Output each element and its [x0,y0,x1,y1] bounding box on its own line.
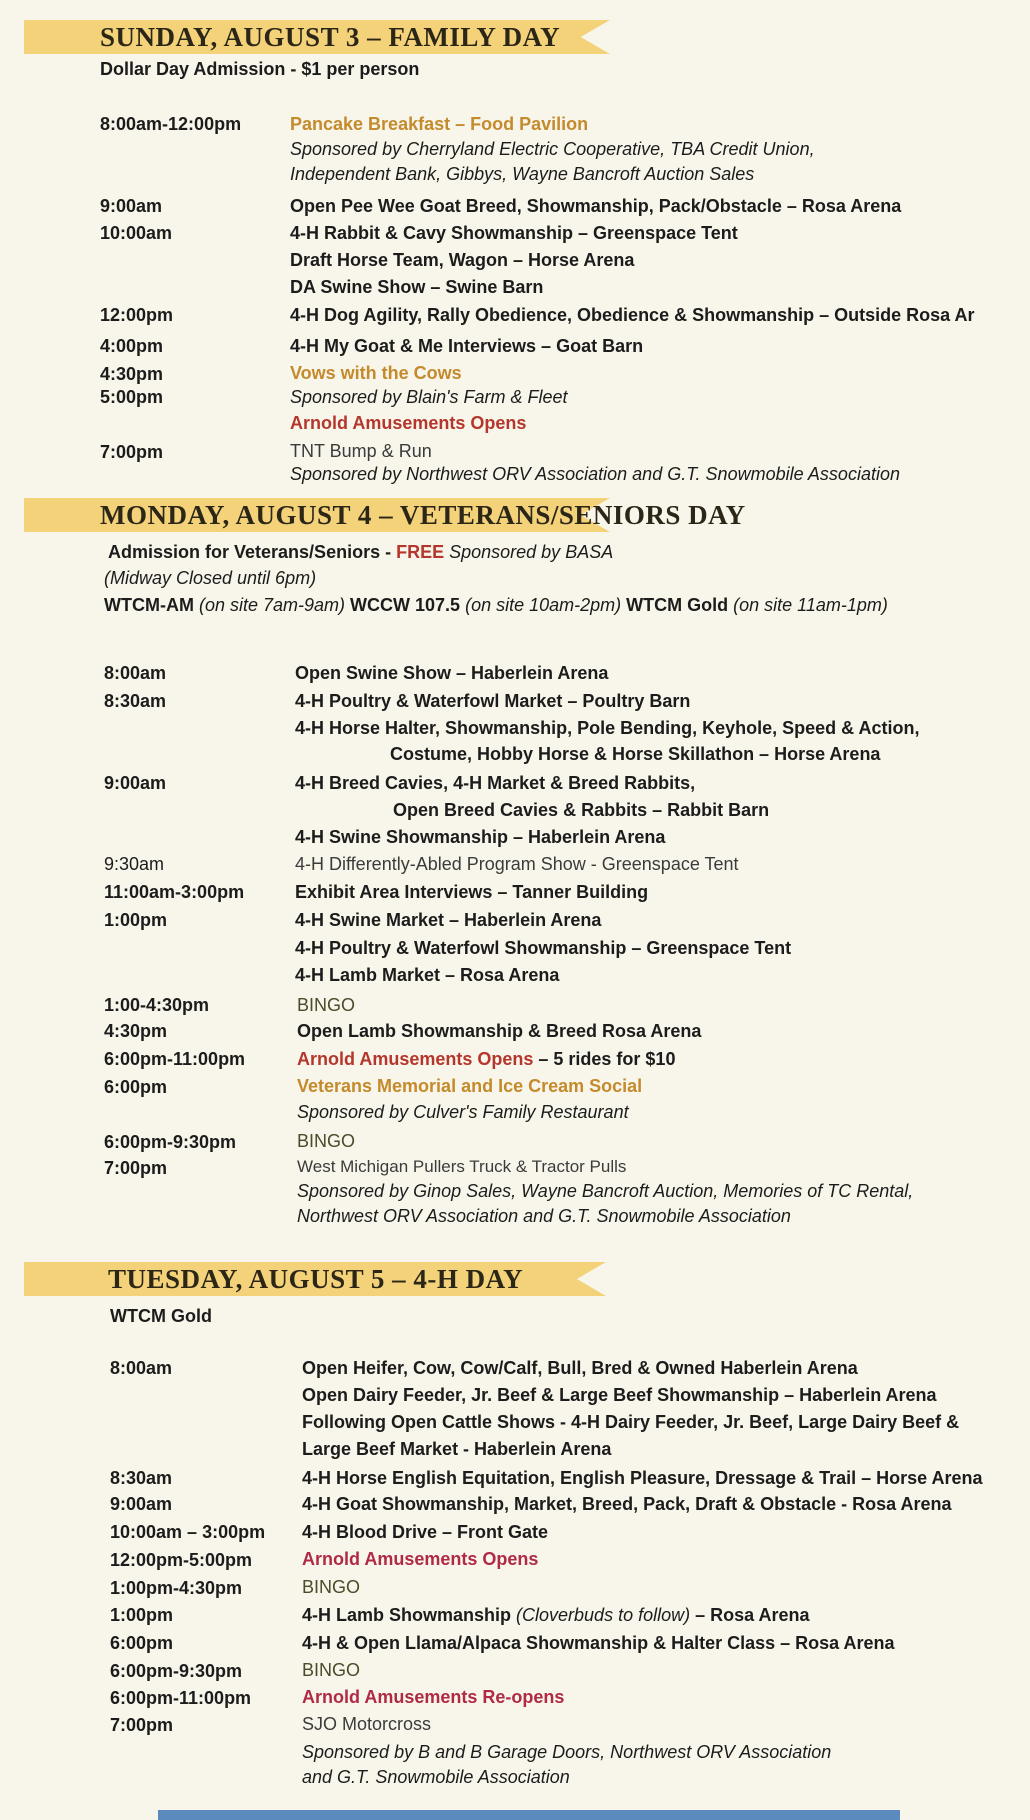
tuesday-event-10: 4-H & Open Llama/Alpaca Showmanship & Halter Class – Rosa Arena [302,1633,895,1653]
monday-time-9: 1:00pm [104,910,168,930]
monday-event-5: Open Breed Cavies & Rabbits – Rabbit Barn [393,800,770,820]
monday-admission-label: Admission for Veterans/Seniors - [108,542,397,562]
sunday-event-0: Pancake Breakfast – Food Pavilion [290,114,589,134]
monday-sponsor-19: Sponsored by Ginop Sales, Wayne Bancroft Auction, Memories of TC Rental, [297,1181,914,1201]
monday-event-4: 4-H Breed Cavies, 4-H Market & Breed Rabbits, [295,773,696,793]
tuesday-event-12: Arnold Amusements Re-opens [302,1687,565,1707]
tuesday-time-8: 1:00pm-4:30pm [110,1578,243,1598]
monday-radio-3-note: (on site 11am-1pm) [728,595,888,615]
monday-event-1: 4-H Poultry & Waterfowl Market – Poultry Barn [295,691,691,711]
monday-radio-1-note: (on site 7am-9am) [193,595,346,615]
sunday-time-8: 4:00pm [100,336,164,356]
monday-time-1: 8:30am [104,691,167,711]
sunday-sponsor-10: Sponsored by Blain's Farm & Fleet [290,387,568,407]
sunday-sponsor-1: Sponsored by Cherryland Electric Cooperative, TBA Credit Union, [290,139,815,159]
monday-time-18: 7:00pm [104,1158,168,1178]
footer-bar [158,1810,900,1820]
monday-event-14-name: Arnold Amusements Opens [297,1049,534,1069]
monday-radio-line [104,594,888,616]
tuesday-event-2: Following Open Cattle Shows - 4-H Dairy Feeder, Jr. Beef, Large Dairy Beef & [302,1412,960,1432]
monday-radio-1: WTCM-AM [104,595,194,615]
monday-time-14: 6:00pm-11:00pm [104,1049,246,1069]
monday-event-15: Veterans Memorial and Ice Cream Social [297,1076,643,1096]
sunday-title: SUNDAY, AUGUST 3 – FAMILY DAY [100,22,561,52]
monday-event-12: BINGO [297,995,356,1015]
sunday-time-9: 4:30pm [100,364,164,384]
monday-time-0: 8:00am [104,663,167,683]
tuesday-time-6: 10:00am – 3:00pm [110,1522,266,1542]
tuesday-time-7: 12:00pm-5:00pm [110,1550,253,1570]
sunday-event-7: 4-H Dog Agility, Rally Obedience, Obedience & Showmanship – Outside Rosa Ar [290,305,975,325]
tuesday-time-9: 1:00pm [110,1605,174,1625]
monday-event-2: 4-H Horse Halter, Showmanship, Pole Bending, Keyhole, Speed & Action, [295,718,920,738]
sunday-event-6: DA Swine Show – Swine Barn [290,277,544,297]
sunday-time-0: 8:00am-12:00pm [100,114,242,134]
monday-time-8: 11:00am-3:00pm [104,882,245,902]
sunday-event-5: Draft Horse Team, Wagon – Horse Arena [290,250,635,270]
sunday-event-11: Arnold Amusements Opens [290,413,527,433]
tuesday-time-11: 6:00pm-9:30pm [110,1661,243,1681]
monday-sponsor-20: Northwest ORV Association and G.T. Snowmobile Association [297,1206,791,1226]
sunday-admission: Dollar Day Admission - $1 per person [100,59,420,79]
sunday-event-9: Vows with the Cows [290,363,462,383]
monday-title: MONDAY, AUGUST 4 – VETERANS/SENIORS DAY [100,500,746,530]
monday-event-0: Open Swine Show – Haberlein Arena [295,663,609,683]
tuesday-time-13: 7:00pm [110,1715,174,1735]
monday-event-8: Exhibit Area Interviews – Tanner Building [295,882,649,902]
monday-event-14 [297,1048,675,1070]
monday-admission-free: FREE [396,542,445,562]
tuesday-event-9-name: 4-H Lamb Showmanship [302,1605,517,1625]
sunday-time-12: 7:00pm [100,442,164,462]
monday-sponsor-16: Sponsored by Culver's Family Restaurant [297,1102,629,1122]
monday-midway-note: (Midway Closed until 6pm) [104,568,317,588]
tuesday-event-1: Open Dairy Feeder, Jr. Beef & Large Beef Showmanship – Haberlein Arena [302,1385,937,1405]
monday-radio-2-note: (on site 10am-2pm) [460,595,622,615]
monday-time-7: 9:30am [104,854,165,874]
sunday-time-7: 12:00pm [100,305,174,325]
monday-event-9: 4-H Swine Market – Haberlein Arena [295,910,602,930]
monday-time-15: 6:00pm [104,1077,168,1097]
monday-admission [108,541,613,563]
tuesday-time-10: 6:00pm [110,1633,174,1653]
tuesday-event-0: Open Heifer, Cow, Cow/Calf, Bull, Bred & Owned Haberlein Arena [302,1358,858,1378]
tuesday-sponsor-15: and G.T. Snowmobile Association [302,1767,570,1787]
tuesday-title: TUESDAY, AUGUST 5 – 4-H DAY [108,1264,524,1294]
tuesday-event-13: SJO Motorcross [302,1714,432,1734]
tuesday-event-9 [302,1604,810,1626]
tuesday-event-5: 4-H Goat Showmanship, Market, Breed, Pack, Draft & Obstacle - Rosa Arena [302,1494,952,1514]
tuesday-radio: WTCM Gold [110,1306,212,1326]
monday-event-17: BINGO [297,1131,356,1151]
monday-time-12: 1:00-4:30pm [104,995,210,1015]
monday-time-13: 4:30pm [104,1021,168,1041]
tuesday-event-6: 4-H Blood Drive – Front Gate [302,1522,549,1542]
monday-event-6: 4-H Swine Showmanship – Haberlein Arena [295,827,666,847]
sunday-event-4: 4-H Rabbit & Cavy Showmanship – Greenspace Tent [290,223,738,243]
tuesday-event-8: BINGO [302,1577,361,1597]
monday-event-11: 4-H Lamb Market – Rosa Arena [295,965,560,985]
sunday-time-3: 9:00am [100,196,163,216]
sunday-sponsor-13: Sponsored by Northwest ORV Association and G.T. Snowmobile Association [290,464,900,484]
monday-time-17: 6:00pm-9:30pm [104,1132,237,1152]
tuesday-event-9-note: (Cloverbuds to follow) [516,1605,691,1625]
monday-radio-3: WTCM Gold [626,595,729,615]
sunday-event-12: TNT Bump & Run [290,441,432,461]
sunday-event-8: 4-H My Goat & Me Interviews – Goat Barn [290,336,644,356]
tuesday-time-4: 8:30am [110,1468,173,1488]
monday-admission-sponsor: Sponsored by BASA [444,542,614,562]
sunday-sponsor-2: Independent Bank, Gibbys, Wayne Bancroft Auction Sales [290,164,755,184]
tuesday-sponsor-14: Sponsored by B and B Garage Doors, Northwest ORV Association [302,1742,832,1762]
monday-event-18: West Michigan Pullers Truck & Tractor Pulls [297,1157,627,1176]
tuesday-event-3: Large Beef Market - Haberlein Arena [302,1439,612,1459]
sunday-time-10: 5:00pm [100,387,164,407]
tuesday-event-9-place: – Rosa Arena [690,1605,810,1625]
monday-radio-2: WCCW 107.5 [350,595,461,615]
tuesday-time-0: 8:00am [110,1358,173,1378]
monday-time-4: 9:00am [104,773,167,793]
monday-event-13: Open Lamb Showmanship & Breed Rosa Arena [297,1021,702,1041]
tuesday-event-4: 4-H Horse English Equitation, English Pleasure, Dressage & Trail – Horse Arena [302,1468,983,1488]
sunday-event-3: Open Pee Wee Goat Breed, Showmanship, Pack/Obstacle – Rosa Arena [290,196,902,216]
tuesday-time-12: 6:00pm-11:00pm [110,1688,252,1708]
monday-event-14-extra: – 5 rides for $10 [533,1049,676,1069]
monday-event-3: Costume, Hobby Horse & Horse Skillathon – Horse Arena [390,744,881,764]
monday-event-10: 4-H Poultry & Waterfowl Showmanship – Greenspace Tent [295,938,792,958]
sunday-time-4: 10:00am [100,223,173,243]
tuesday-event-11: BINGO [302,1660,361,1680]
tuesday-event-7: Arnold Amusements Opens [302,1549,539,1569]
monday-event-7: 4-H Differently-Abled Program Show - Greenspace Tent [295,854,739,874]
tuesday-time-5: 9:00am [110,1494,173,1514]
